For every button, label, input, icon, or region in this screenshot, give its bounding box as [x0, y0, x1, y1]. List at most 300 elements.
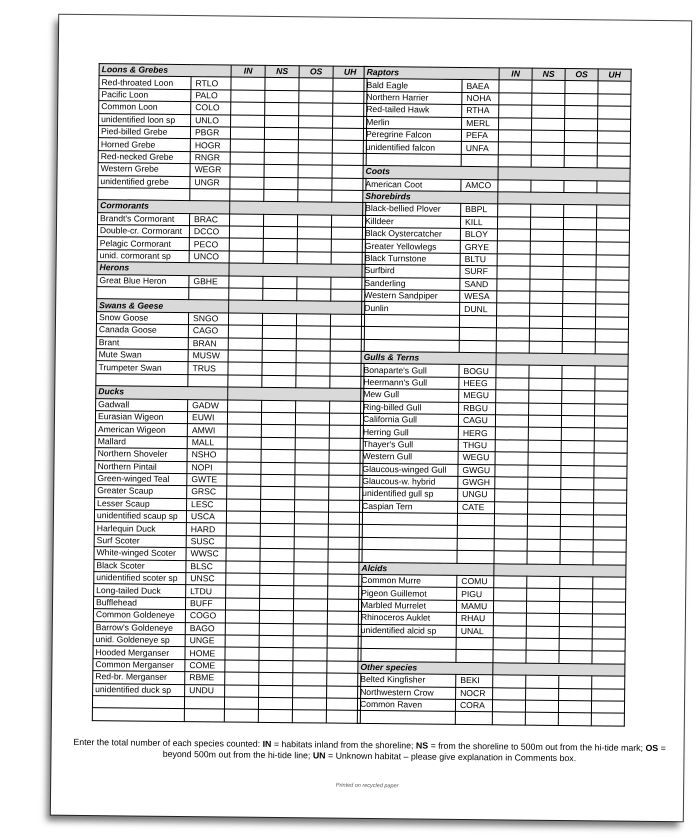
count-cell-uh[interactable]: [596, 242, 629, 255]
count-cell-uh[interactable]: [593, 552, 626, 565]
count-cell-uh[interactable]: [595, 403, 628, 416]
count-cell-in[interactable]: [227, 499, 261, 512]
count-cell-ns[interactable]: [529, 316, 562, 329]
count-cell-in[interactable]: [499, 105, 532, 118]
count-cell-in[interactable]: [229, 238, 263, 251]
count-cell-os[interactable]: [558, 713, 591, 726]
count-cell-ns[interactable]: [265, 115, 299, 128]
count-cell-ns[interactable]: [259, 660, 293, 673]
count-cell-os[interactable]: [560, 589, 593, 602]
count-cell-in[interactable]: [228, 362, 262, 375]
count-cell-uh[interactable]: [331, 215, 365, 228]
count-cell-ns[interactable]: [528, 427, 561, 440]
count-cell-in[interactable]: [496, 365, 529, 378]
count-cell-ns[interactable]: [262, 313, 296, 326]
count-cell-uh[interactable]: [330, 351, 364, 364]
count-cell-uh[interactable]: [593, 589, 626, 602]
count-cell-ns[interactable]: [262, 350, 296, 363]
count-cell-os[interactable]: [561, 502, 594, 515]
count-cell-ns[interactable]: [531, 143, 564, 156]
count-cell-in[interactable]: [497, 254, 530, 267]
count-cell-uh[interactable]: [596, 255, 629, 268]
count-cell-uh[interactable]: [592, 688, 625, 701]
count-cell-uh[interactable]: [592, 639, 625, 652]
count-cell-uh[interactable]: [596, 304, 629, 317]
count-cell-os[interactable]: [560, 527, 593, 540]
count-cell-os[interactable]: [562, 403, 595, 416]
count-cell-os[interactable]: [293, 636, 327, 649]
count-cell-in[interactable]: [498, 217, 531, 230]
count-cell-uh[interactable]: [598, 118, 631, 131]
count-cell-in[interactable]: [496, 402, 529, 415]
count-cell-ns[interactable]: [531, 180, 564, 193]
count-cell-in[interactable]: [493, 650, 526, 663]
count-cell-uh[interactable]: [597, 143, 630, 156]
count-cell-in[interactable]: [228, 400, 262, 413]
count-cell-in[interactable]: [497, 303, 530, 316]
count-cell-in[interactable]: [225, 685, 259, 698]
count-cell-os[interactable]: [561, 490, 594, 503]
count-cell-in[interactable]: [498, 142, 531, 155]
count-cell-ns[interactable]: [263, 226, 297, 239]
count-cell-in[interactable]: [496, 390, 529, 403]
count-cell-in[interactable]: [230, 127, 264, 140]
count-cell-uh[interactable]: [331, 277, 365, 290]
count-cell-uh[interactable]: [328, 549, 362, 562]
count-cell-ns[interactable]: [528, 465, 561, 478]
count-cell-ns[interactable]: [262, 338, 296, 351]
count-cell-uh[interactable]: [594, 453, 627, 466]
count-cell-ns[interactable]: [261, 449, 295, 462]
count-cell-ns[interactable]: [260, 536, 294, 549]
count-cell-ns[interactable]: [527, 589, 560, 602]
count-cell-uh[interactable]: [327, 624, 361, 637]
count-cell-uh[interactable]: [327, 599, 361, 612]
count-cell-ns[interactable]: [262, 363, 296, 376]
count-cell-ns[interactable]: [532, 81, 565, 94]
count-cell-in[interactable]: [498, 179, 531, 192]
count-cell-uh[interactable]: [327, 686, 361, 699]
count-cell-os[interactable]: [559, 614, 592, 627]
count-cell-in[interactable]: [225, 598, 259, 611]
count-cell-uh[interactable]: [328, 574, 362, 587]
count-cell-in[interactable]: [495, 415, 528, 428]
count-cell-ns[interactable]: [262, 375, 296, 388]
count-cell-ns[interactable]: [528, 477, 561, 490]
count-cell-os[interactable]: [563, 242, 596, 255]
count-cell-os[interactable]: [293, 611, 327, 624]
count-cell-ns[interactable]: [264, 189, 298, 202]
count-cell-os[interactable]: [563, 292, 596, 305]
count-cell-in[interactable]: [496, 316, 529, 329]
count-cell-ns[interactable]: [527, 539, 560, 552]
count-cell-os[interactable]: [563, 217, 596, 230]
count-cell-in[interactable]: [224, 709, 258, 722]
count-cell-in[interactable]: [231, 115, 265, 128]
count-cell-os[interactable]: [564, 130, 597, 143]
count-cell-os[interactable]: [562, 329, 595, 342]
count-cell-ns[interactable]: [530, 304, 563, 317]
count-cell-in[interactable]: [227, 412, 261, 425]
count-cell-os[interactable]: [297, 252, 331, 265]
count-cell-uh[interactable]: [595, 366, 628, 379]
count-cell-ns[interactable]: [525, 712, 558, 725]
count-cell-os[interactable]: [563, 254, 596, 267]
count-cell-in[interactable]: [494, 539, 527, 552]
count-cell-os[interactable]: [561, 415, 594, 428]
count-cell-ns[interactable]: [260, 561, 294, 574]
count-cell-os[interactable]: [292, 710, 326, 723]
count-cell-os[interactable]: [559, 676, 592, 689]
count-cell-os[interactable]: [295, 462, 329, 475]
count-cell-ns[interactable]: [531, 130, 564, 143]
count-cell-in[interactable]: [226, 585, 260, 598]
count-cell-ns[interactable]: [532, 118, 565, 131]
count-cell-uh[interactable]: [327, 673, 361, 686]
count-cell-in[interactable]: [494, 576, 527, 589]
count-cell-os[interactable]: [296, 375, 330, 388]
count-cell-ns[interactable]: [530, 229, 563, 242]
count-cell-uh[interactable]: [592, 651, 625, 664]
count-cell-in[interactable]: [224, 697, 258, 710]
count-cell-ns[interactable]: [260, 586, 294, 599]
count-cell-in[interactable]: [499, 93, 532, 106]
count-cell-in[interactable]: [228, 338, 262, 351]
count-cell-os[interactable]: [558, 700, 591, 713]
count-cell-os[interactable]: [296, 326, 330, 339]
count-cell-uh[interactable]: [591, 713, 624, 726]
count-cell-os[interactable]: [295, 487, 329, 500]
count-cell-uh[interactable]: [596, 218, 629, 231]
count-cell-ns[interactable]: [527, 527, 560, 540]
count-cell-in[interactable]: [226, 561, 260, 574]
count-cell-ns[interactable]: [263, 276, 297, 289]
count-cell-in[interactable]: [225, 672, 259, 685]
count-cell-uh[interactable]: [592, 626, 625, 639]
count-cell-os[interactable]: [563, 304, 596, 317]
count-cell-ns[interactable]: [530, 266, 563, 279]
count-cell-os[interactable]: [563, 230, 596, 243]
count-cell-os[interactable]: [559, 601, 592, 614]
count-cell-in[interactable]: [497, 278, 530, 291]
count-cell-os[interactable]: [298, 140, 332, 153]
count-cell-uh[interactable]: [331, 289, 365, 302]
count-cell-ns[interactable]: [528, 489, 561, 502]
count-cell-in[interactable]: [494, 526, 527, 539]
count-cell-uh[interactable]: [596, 267, 629, 280]
count-cell-in[interactable]: [227, 437, 261, 450]
count-cell-ns[interactable]: [530, 291, 563, 304]
count-cell-in[interactable]: [495, 489, 528, 502]
count-cell-os[interactable]: [560, 515, 593, 528]
count-cell-ns[interactable]: [532, 105, 565, 118]
count-cell-os[interactable]: [562, 366, 595, 379]
count-cell-uh[interactable]: [327, 661, 361, 674]
count-cell-uh[interactable]: [598, 94, 631, 107]
count-cell-os[interactable]: [292, 698, 326, 711]
count-cell-os[interactable]: [294, 586, 328, 599]
count-cell-in[interactable]: [493, 625, 526, 638]
count-cell-os[interactable]: [561, 465, 594, 478]
count-cell-uh[interactable]: [329, 438, 363, 451]
count-cell-os[interactable]: [293, 598, 327, 611]
count-cell-os[interactable]: [297, 239, 331, 252]
count-cell-uh[interactable]: [328, 586, 362, 599]
count-cell-ns[interactable]: [528, 452, 561, 465]
count-cell-in[interactable]: [495, 440, 528, 453]
count-cell-os[interactable]: [296, 363, 330, 376]
count-cell-os[interactable]: [298, 190, 332, 203]
count-cell-in[interactable]: [493, 687, 526, 700]
count-cell-uh[interactable]: [333, 78, 367, 91]
count-cell-ns[interactable]: [265, 103, 299, 116]
count-cell-in[interactable]: [230, 164, 264, 177]
count-cell-uh[interactable]: [594, 490, 627, 503]
count-cell-os[interactable]: [561, 477, 594, 490]
count-cell-ns[interactable]: [529, 390, 562, 403]
count-cell-ns[interactable]: [531, 155, 564, 168]
count-cell-ns[interactable]: [264, 140, 298, 153]
count-cell-ns[interactable]: [262, 326, 296, 339]
count-cell-uh[interactable]: [597, 156, 630, 169]
count-cell-uh[interactable]: [596, 230, 629, 243]
count-cell-os[interactable]: [559, 688, 592, 701]
count-cell-ns[interactable]: [525, 700, 558, 713]
count-cell-uh[interactable]: [595, 317, 628, 330]
count-cell-uh[interactable]: [333, 91, 367, 104]
count-cell-in[interactable]: [495, 477, 528, 490]
count-cell-ns[interactable]: [530, 242, 563, 255]
count-cell-uh[interactable]: [332, 190, 366, 203]
count-cell-in[interactable]: [497, 291, 530, 304]
count-cell-uh[interactable]: [594, 416, 627, 429]
count-cell-in[interactable]: [229, 288, 263, 301]
count-cell-os[interactable]: [562, 341, 595, 354]
count-cell-ns[interactable]: [261, 499, 295, 512]
count-cell-uh[interactable]: [595, 379, 628, 392]
count-cell-uh[interactable]: [598, 106, 631, 119]
count-cell-uh[interactable]: [327, 648, 361, 661]
count-cell-uh[interactable]: [596, 279, 629, 292]
count-cell-in[interactable]: [228, 375, 262, 388]
count-cell-in[interactable]: [228, 350, 262, 363]
count-cell-in[interactable]: [493, 675, 526, 688]
count-cell-uh[interactable]: [332, 178, 366, 191]
count-cell-ns[interactable]: [263, 288, 297, 301]
count-cell-os[interactable]: [295, 425, 329, 438]
count-cell-os[interactable]: [299, 91, 333, 104]
count-cell-in[interactable]: [226, 548, 260, 561]
count-cell-in[interactable]: [225, 660, 259, 673]
count-cell-os[interactable]: [561, 440, 594, 453]
count-cell-ns[interactable]: [527, 514, 560, 527]
count-cell-in[interactable]: [495, 464, 528, 477]
count-cell-os[interactable]: [295, 437, 329, 450]
count-cell-ns[interactable]: [259, 672, 293, 685]
count-cell-os[interactable]: [298, 128, 332, 141]
count-cell-ns[interactable]: [526, 613, 559, 626]
count-cell-in[interactable]: [230, 152, 264, 165]
count-cell-ns[interactable]: [528, 415, 561, 428]
count-cell-os[interactable]: [295, 450, 329, 463]
count-cell-in[interactable]: [226, 523, 260, 536]
count-cell-uh[interactable]: [329, 413, 363, 426]
count-cell-ns[interactable]: [259, 685, 293, 698]
count-cell-in[interactable]: [225, 635, 259, 648]
count-cell-ns[interactable]: [265, 78, 299, 91]
count-cell-ns[interactable]: [259, 635, 293, 648]
count-cell-uh[interactable]: [329, 487, 363, 500]
count-cell-in[interactable]: [498, 155, 531, 168]
count-cell-os[interactable]: [297, 289, 331, 302]
count-cell-os[interactable]: [293, 648, 327, 661]
count-cell-os[interactable]: [294, 574, 328, 587]
count-cell-in[interactable]: [226, 573, 260, 586]
count-cell-ns[interactable]: [531, 204, 564, 217]
count-cell-os[interactable]: [294, 524, 328, 537]
count-cell-os[interactable]: [293, 623, 327, 636]
count-cell-os[interactable]: [564, 155, 597, 168]
count-cell-os[interactable]: [562, 316, 595, 329]
count-cell-in[interactable]: [230, 139, 264, 152]
count-cell-uh[interactable]: [592, 676, 625, 689]
count-cell-ns[interactable]: [527, 576, 560, 589]
count-cell-in[interactable]: [228, 313, 262, 326]
count-cell-os[interactable]: [298, 152, 332, 165]
count-cell-ns[interactable]: [526, 601, 559, 614]
count-cell-uh[interactable]: [594, 465, 627, 478]
count-cell-in[interactable]: [227, 474, 261, 487]
count-cell-ns[interactable]: [529, 328, 562, 341]
count-cell-uh[interactable]: [330, 314, 364, 327]
count-cell-ns[interactable]: [261, 462, 295, 475]
count-cell-ns[interactable]: [528, 440, 561, 453]
count-cell-os[interactable]: [561, 428, 594, 441]
count-cell-os[interactable]: [293, 673, 327, 686]
count-cell-uh[interactable]: [330, 376, 364, 389]
count-cell-os[interactable]: [559, 651, 592, 664]
count-cell-ns[interactable]: [532, 93, 565, 106]
count-cell-os[interactable]: [296, 314, 330, 327]
count-cell-ns[interactable]: [526, 688, 559, 701]
count-cell-uh[interactable]: [594, 428, 627, 441]
count-cell-ns[interactable]: [265, 90, 299, 103]
count-cell-in[interactable]: [225, 610, 259, 623]
count-cell-uh[interactable]: [594, 441, 627, 454]
count-cell-os[interactable]: [559, 626, 592, 639]
count-cell-ns[interactable]: [261, 474, 295, 487]
count-cell-uh[interactable]: [332, 165, 366, 178]
count-cell-in[interactable]: [226, 536, 260, 549]
count-cell-uh[interactable]: [327, 636, 361, 649]
count-cell-uh[interactable]: [332, 153, 366, 166]
count-cell-ns[interactable]: [264, 214, 298, 227]
count-cell-os[interactable]: [560, 577, 593, 590]
count-cell-ns[interactable]: [259, 623, 293, 636]
count-cell-ns[interactable]: [527, 551, 560, 564]
count-cell-ns[interactable]: [526, 638, 559, 651]
count-cell-in[interactable]: [493, 601, 526, 614]
count-cell-uh[interactable]: [594, 503, 627, 516]
count-cell-ns[interactable]: [258, 710, 292, 723]
count-cell-in[interactable]: [227, 461, 261, 474]
count-cell-uh[interactable]: [328, 512, 362, 525]
count-cell-uh[interactable]: [593, 540, 626, 553]
count-cell-ns[interactable]: [259, 648, 293, 661]
count-cell-in[interactable]: [494, 588, 527, 601]
count-cell-in[interactable]: [231, 102, 265, 115]
count-cell-in[interactable]: [227, 424, 261, 437]
count-cell-ns[interactable]: [261, 412, 295, 425]
count-cell-in[interactable]: [228, 325, 262, 338]
count-cell-uh[interactable]: [593, 515, 626, 528]
count-cell-ns[interactable]: [529, 403, 562, 416]
count-cell-ns[interactable]: [264, 127, 298, 140]
count-cell-in[interactable]: [225, 623, 259, 636]
count-cell-uh[interactable]: [331, 252, 365, 265]
count-cell-uh[interactable]: [592, 602, 625, 615]
count-cell-ns[interactable]: [260, 549, 294, 562]
count-cell-uh[interactable]: [329, 425, 363, 438]
count-cell-in[interactable]: [493, 638, 526, 651]
count-cell-ns[interactable]: [531, 217, 564, 230]
count-cell-os[interactable]: [298, 177, 332, 190]
count-cell-os[interactable]: [560, 539, 593, 552]
count-cell-in[interactable]: [231, 77, 265, 90]
count-cell-in[interactable]: [495, 501, 528, 514]
count-cell-os[interactable]: [296, 351, 330, 364]
count-cell-uh[interactable]: [331, 240, 365, 253]
count-cell-os[interactable]: [565, 118, 598, 131]
count-cell-os[interactable]: [561, 453, 594, 466]
count-cell-uh[interactable]: [333, 116, 367, 129]
count-cell-in[interactable]: [229, 251, 263, 264]
count-cell-ns[interactable]: [529, 366, 562, 379]
count-cell-uh[interactable]: [330, 339, 364, 352]
count-cell-ns[interactable]: [526, 650, 559, 663]
count-cell-uh[interactable]: [593, 527, 626, 540]
count-cell-os[interactable]: [299, 103, 333, 116]
count-cell-os[interactable]: [294, 561, 328, 574]
count-cell-in[interactable]: [494, 514, 527, 527]
count-cell-os[interactable]: [294, 512, 328, 525]
count-cell-in[interactable]: [227, 486, 261, 499]
count-cell-ns[interactable]: [529, 378, 562, 391]
count-cell-ns[interactable]: [262, 400, 296, 413]
count-cell-uh[interactable]: [326, 698, 360, 711]
count-cell-os[interactable]: [297, 276, 331, 289]
count-cell-uh[interactable]: [332, 128, 366, 141]
count-cell-uh[interactable]: [329, 475, 363, 488]
count-cell-ns[interactable]: [264, 152, 298, 165]
count-cell-uh[interactable]: [327, 611, 361, 624]
count-cell-ns[interactable]: [526, 675, 559, 688]
count-cell-ns[interactable]: [260, 573, 294, 586]
count-cell-uh[interactable]: [330, 401, 364, 414]
count-cell-ns[interactable]: [260, 511, 294, 524]
count-cell-in[interactable]: [230, 214, 264, 227]
count-cell-os[interactable]: [299, 115, 333, 128]
count-cell-uh[interactable]: [598, 81, 631, 94]
count-cell-os[interactable]: [563, 267, 596, 280]
count-cell-uh[interactable]: [595, 329, 628, 342]
count-cell-ns[interactable]: [259, 611, 293, 624]
count-cell-ns[interactable]: [259, 598, 293, 611]
count-cell-ns[interactable]: [261, 437, 295, 450]
count-cell-in[interactable]: [225, 647, 259, 660]
count-cell-uh[interactable]: [329, 450, 363, 463]
count-cell-uh[interactable]: [596, 292, 629, 305]
